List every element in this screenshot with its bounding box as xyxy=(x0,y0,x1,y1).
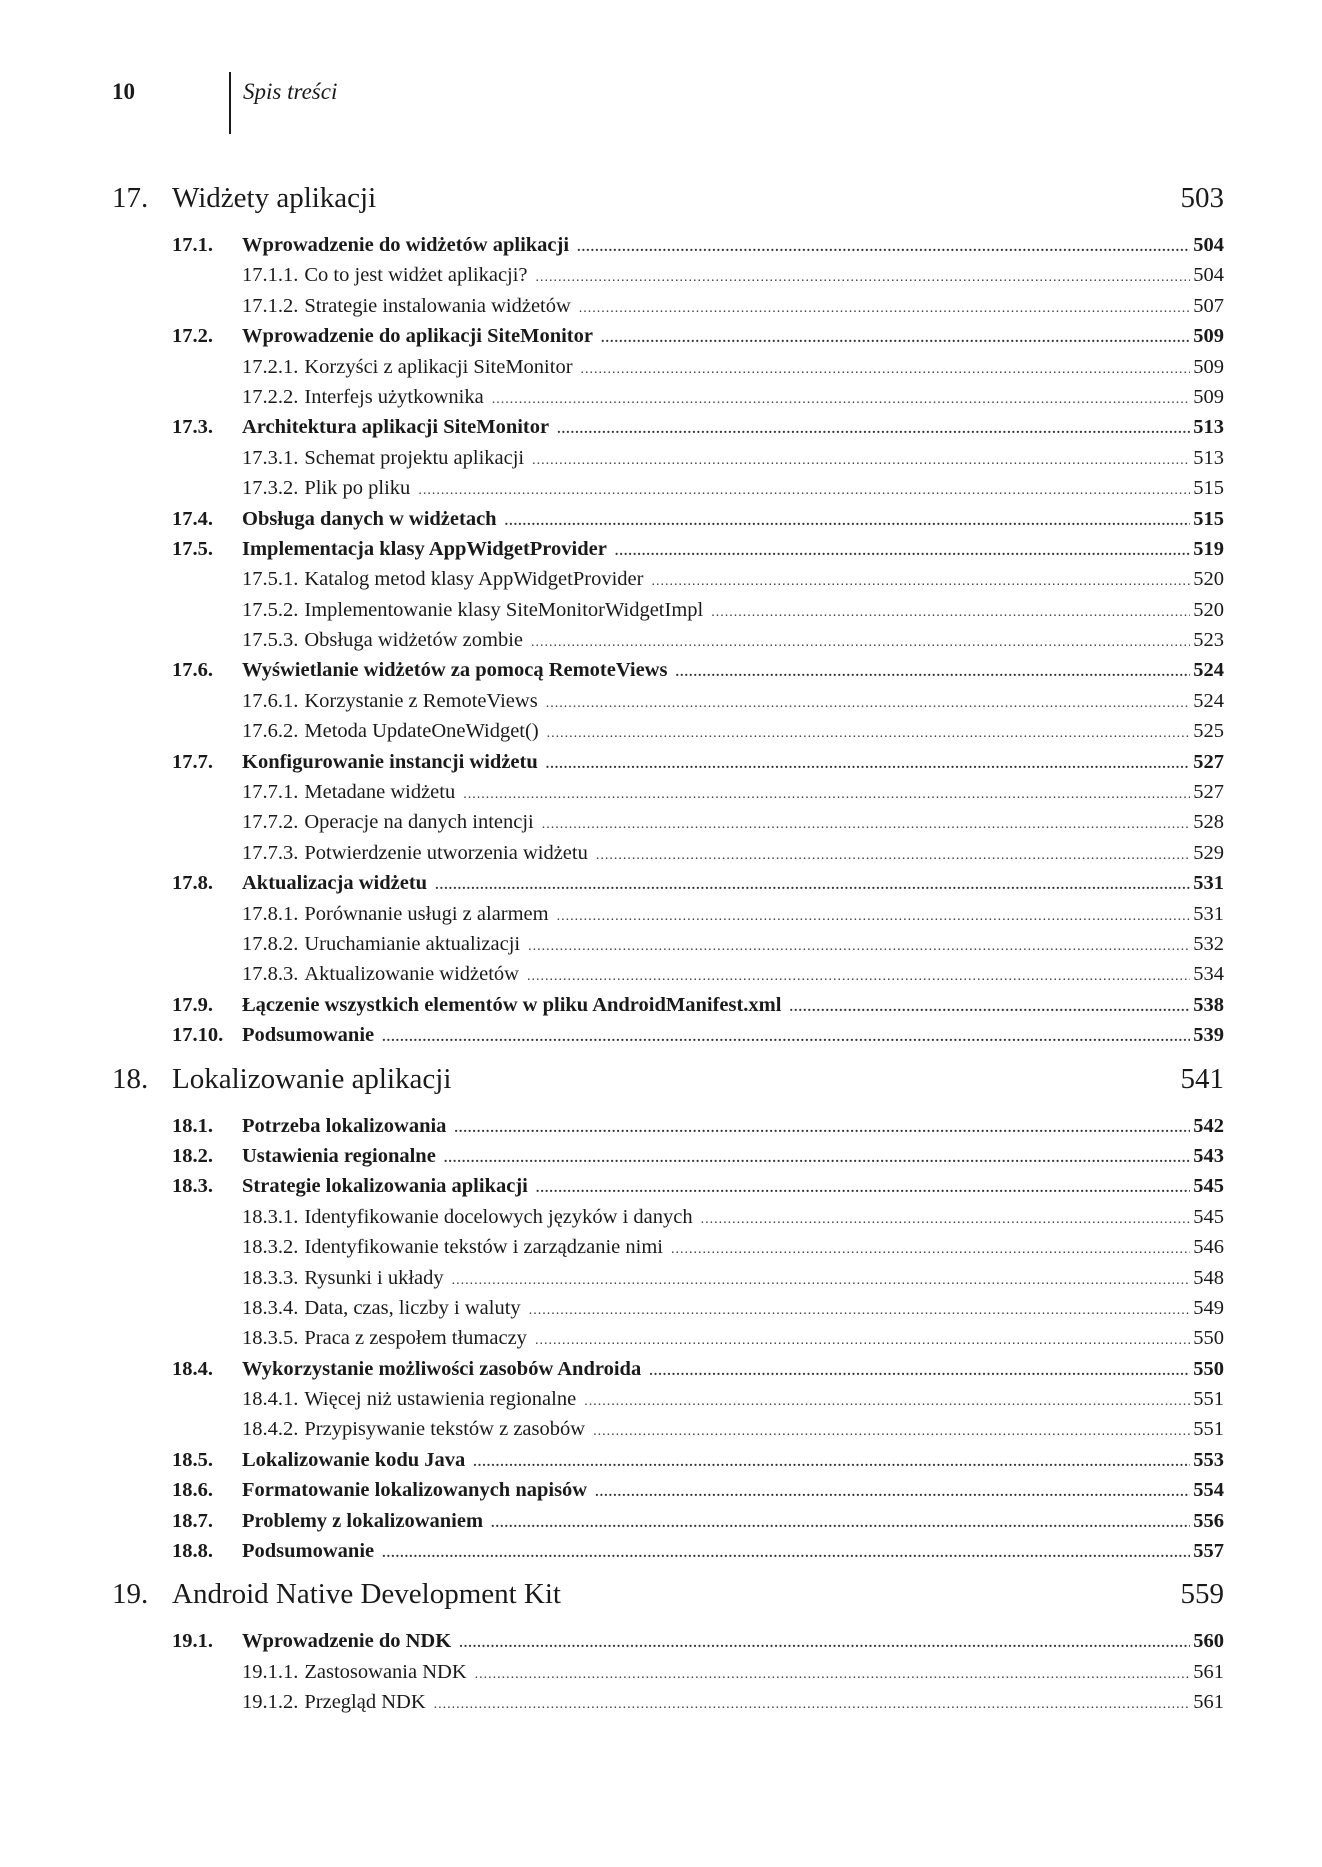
entry-page: 557 xyxy=(1193,1540,1224,1563)
toc-subsection-entry[interactable] xyxy=(112,1202,1224,1232)
dot-leader xyxy=(473,1448,1190,1478)
entry-number: 18.5. xyxy=(172,1448,213,1471)
dot-leader xyxy=(475,1660,1191,1690)
entry-number: 18.4. xyxy=(172,1357,213,1380)
entry-page: 543 xyxy=(1193,1144,1224,1167)
toc-section-entry[interactable] xyxy=(112,504,1224,534)
entry-title: Wprowadzenie do widżetów aplikacji xyxy=(242,234,570,256)
toc-subsection-entry[interactable] xyxy=(112,1323,1224,1353)
entry-number: 17.5. xyxy=(172,537,213,560)
entry-title: Metadane widżetu xyxy=(304,781,456,804)
entry-page: 560 xyxy=(1193,1630,1224,1653)
entry-page: 550 xyxy=(1193,1327,1224,1350)
entry-title: Podsumowanie xyxy=(242,1540,375,1563)
entry-title: Implementacja klasy AppWidgetProvider xyxy=(242,537,607,560)
entry-title: Ustawienia regionalne xyxy=(242,1144,436,1167)
entry-number: 17.5.3. xyxy=(242,629,299,652)
toc-section-entry[interactable] xyxy=(112,1475,1224,1505)
entry-page: 520 xyxy=(1193,598,1224,621)
entry-page: 509 xyxy=(1193,325,1224,348)
entry-page: 513 xyxy=(1193,446,1224,469)
dot-leader xyxy=(444,1144,1190,1174)
entry-number: 17.7. xyxy=(172,750,213,773)
dot-leader xyxy=(711,598,1190,628)
entry-page: 504 xyxy=(1193,264,1224,287)
dot-leader xyxy=(463,780,1190,810)
entry-number: 17.3. xyxy=(172,416,213,439)
chapter-page: 559 xyxy=(1180,1578,1224,1611)
toc-section-entry[interactable] xyxy=(112,230,1224,260)
entry-page: 531 xyxy=(1193,872,1224,895)
entry-page: 519 xyxy=(1193,537,1224,560)
entry-number: 17.1. xyxy=(172,234,213,256)
entry-number: 17.8.2. xyxy=(242,932,299,955)
dot-leader xyxy=(454,1114,1190,1144)
toc-subsection-entry[interactable] xyxy=(112,807,1224,837)
entry-number: 17.8. xyxy=(172,872,213,895)
entry-page: 515 xyxy=(1193,477,1224,500)
dot-leader xyxy=(557,415,1190,445)
entry-number: 18.2. xyxy=(172,1144,213,1167)
toc-subsection-entry[interactable] xyxy=(112,686,1224,716)
chapter-page: 503 xyxy=(1180,182,1224,214)
dot-leader xyxy=(459,1629,1190,1659)
chapter-number: 19. xyxy=(112,1578,149,1611)
toc-subsection-entry[interactable] xyxy=(112,443,1224,473)
entry-number: 17.7.3. xyxy=(242,841,299,864)
toc-subsection-entry[interactable] xyxy=(112,1232,1224,1262)
toc-subsection-entry[interactable] xyxy=(112,929,1224,959)
entry-title: Strategie instalowania widżetów xyxy=(304,294,571,317)
dot-leader xyxy=(547,719,1191,749)
entry-title: Obsługa danych w widżetach xyxy=(242,507,497,530)
dot-leader xyxy=(491,1509,1190,1539)
dot-leader xyxy=(671,1235,1190,1265)
entry-page: 545 xyxy=(1193,1205,1224,1228)
dot-leader xyxy=(542,810,1191,840)
chapter-number: 18. xyxy=(112,1062,149,1095)
dot-leader xyxy=(675,658,1190,688)
entry-page: 538 xyxy=(1193,993,1224,1016)
entry-title: Plik po pliku xyxy=(304,477,411,500)
entry-number: 17.1.1. xyxy=(242,264,299,287)
toc-section-entry[interactable] xyxy=(112,321,1224,351)
toc-section-entry[interactable] xyxy=(112,1506,1224,1536)
entry-number: 17.8.1. xyxy=(242,902,299,925)
dot-leader xyxy=(649,1357,1190,1387)
entry-title: Wprowadzenie do aplikacji SiteMonitor xyxy=(242,325,593,348)
entry-number: 18.4.2. xyxy=(242,1418,299,1441)
entry-number: 17.6.2. xyxy=(242,720,299,743)
entry-number: 18.3. xyxy=(172,1175,213,1198)
chapter-page: 541 xyxy=(1180,1062,1224,1095)
toc-section-entry[interactable] xyxy=(112,1445,1224,1475)
toc-section-entry[interactable] xyxy=(112,1171,1224,1201)
entry-title: Praca z zespołem tłumaczy xyxy=(304,1327,527,1350)
dot-leader xyxy=(596,841,1190,871)
entry-page: 529 xyxy=(1193,841,1224,864)
toc-section-entry[interactable] xyxy=(112,1626,1224,1656)
entry-number: 17.3.1. xyxy=(242,446,299,469)
entry-page: 551 xyxy=(1193,1418,1224,1441)
entry-title: Podsumowanie xyxy=(242,1024,375,1047)
dot-leader xyxy=(536,263,1191,293)
toc-subsection-entry[interactable] xyxy=(112,625,1224,655)
entry-page: 549 xyxy=(1193,1296,1224,1319)
dot-leader xyxy=(382,1539,1190,1569)
chapter-heading[interactable] xyxy=(112,1063,1224,1111)
entry-page: 524 xyxy=(1193,659,1224,682)
entry-title: Aktualizowanie widżetów xyxy=(304,963,519,986)
entry-title: Wyświetlanie widżetów za pomocą RemoteViews xyxy=(242,659,668,682)
toc-section-entry[interactable] xyxy=(112,868,1224,898)
entry-page: 553 xyxy=(1193,1448,1224,1471)
entry-title: Lokalizowanie kodu Java xyxy=(242,1448,466,1471)
entry-number: 17.2.2. xyxy=(242,385,299,408)
toc-section-entry[interactable] xyxy=(112,1020,1224,1050)
entry-page: 556 xyxy=(1193,1509,1224,1532)
dot-leader xyxy=(527,962,1190,992)
dot-leader xyxy=(434,1690,1191,1720)
entry-number: 18.6. xyxy=(172,1479,213,1502)
entry-title: Przegląd NDK xyxy=(304,1691,426,1714)
toc-subsection-entry[interactable] xyxy=(112,1687,1224,1717)
toc-subsection-entry[interactable] xyxy=(112,716,1224,746)
entry-number: 18.3.4. xyxy=(242,1296,299,1319)
toc-subsection-entry[interactable] xyxy=(112,1657,1224,1687)
toc-section-entry[interactable] xyxy=(112,412,1224,442)
entry-page: 507 xyxy=(1193,294,1224,317)
dot-leader xyxy=(435,871,1190,901)
dot-leader xyxy=(528,932,1190,962)
entry-page: 554 xyxy=(1193,1479,1224,1502)
entry-title: Aktualizacja widżetu xyxy=(242,872,428,895)
entry-page: 531 xyxy=(1193,902,1224,925)
entry-title: Zastosowania NDK xyxy=(304,1660,467,1683)
entry-page: 513 xyxy=(1193,416,1224,439)
entry-page: 546 xyxy=(1193,1236,1224,1259)
entry-number: 17.5.1. xyxy=(242,568,299,591)
entry-number: 17.7.2. xyxy=(242,811,299,834)
toc-subsection-entry[interactable] xyxy=(112,777,1224,807)
entry-number: 17.9. xyxy=(172,993,213,1016)
toc-section-entry[interactable] xyxy=(112,1141,1224,1171)
chapter-heading[interactable] xyxy=(112,1578,1224,1626)
dot-leader xyxy=(531,628,1190,658)
entry-page: 527 xyxy=(1193,781,1224,804)
entry-number: 18.1. xyxy=(172,1114,213,1137)
entry-title: Łączenie wszystkich elementów w pliku AndroidManifest.xml xyxy=(242,993,782,1016)
entry-title: Rysunki i układy xyxy=(304,1266,444,1289)
entry-title: Korzyści z aplikacji SiteMonitor xyxy=(304,355,573,378)
dot-leader xyxy=(615,537,1190,567)
entry-title: Formatowanie lokalizowanych napisów xyxy=(242,1479,588,1502)
toc-subsection-entry[interactable] xyxy=(112,838,1224,868)
toc-section-entry[interactable] xyxy=(112,534,1224,564)
entry-number: 18.7. xyxy=(172,1509,213,1532)
entry-title: Więcej niż ustawienia regionalne xyxy=(304,1388,577,1411)
entry-title: Operacje na danych intencji xyxy=(304,811,534,834)
toc-section-entry[interactable] xyxy=(112,747,1224,777)
entry-page: 545 xyxy=(1193,1175,1224,1198)
entry-title: Interfejs użytkownika xyxy=(304,385,484,408)
entry-title: Identyfikowanie tekstów i zarządzanie nimi xyxy=(304,1236,663,1259)
entry-title: Korzystanie z RemoteViews xyxy=(304,689,538,712)
chapter-title: Lokalizowanie aplikacji xyxy=(172,1062,452,1095)
entry-title: Problemy z lokalizowaniem xyxy=(242,1509,484,1532)
dot-leader xyxy=(418,476,1190,506)
toc-subsection-entry[interactable] xyxy=(112,382,1224,412)
toc-subsection-entry[interactable] xyxy=(112,564,1224,594)
dot-leader xyxy=(579,294,1190,324)
dot-leader xyxy=(601,324,1190,354)
toc-section-entry[interactable] xyxy=(112,990,1224,1020)
entry-number: 17.4. xyxy=(172,507,213,530)
dot-leader xyxy=(651,567,1190,597)
dot-leader xyxy=(789,993,1190,1023)
chapter-number: 17. xyxy=(112,182,149,214)
entry-page: 550 xyxy=(1193,1357,1224,1380)
toc-section-entry[interactable] xyxy=(112,655,1224,685)
dot-leader xyxy=(546,750,1191,780)
entry-page: 532 xyxy=(1193,932,1224,955)
entry-page: 515 xyxy=(1193,507,1224,530)
entry-page: 548 xyxy=(1193,1266,1224,1289)
entry-number: 19.1.1. xyxy=(242,1660,299,1683)
dot-leader xyxy=(557,902,1191,932)
entry-number: 17.2. xyxy=(172,325,213,348)
entry-number: 17.8.3. xyxy=(242,963,299,986)
entry-title: Potrzeba lokalizowania xyxy=(242,1114,447,1137)
entry-page: 542 xyxy=(1193,1114,1224,1137)
entry-title: Identyfikowanie docelowych języków i danych xyxy=(304,1205,693,1228)
entry-title: Wykorzystanie możliwości zasobów Androida xyxy=(242,1357,642,1380)
entry-title: Katalog metod klasy AppWidgetProvider xyxy=(304,568,644,591)
entry-number: 17.6.1. xyxy=(242,689,299,712)
entry-number: 17.10. xyxy=(172,1024,224,1047)
dot-leader xyxy=(535,1326,1190,1356)
entry-page: 528 xyxy=(1193,811,1224,834)
entry-page: 524 xyxy=(1193,689,1224,712)
entry-page: 561 xyxy=(1193,1660,1224,1683)
entry-page: 504 xyxy=(1193,234,1224,256)
entry-number: 18.3.1. xyxy=(242,1205,299,1228)
dot-leader xyxy=(505,507,1191,537)
page-header xyxy=(0,0,1322,140)
toc-subsection-entry[interactable] xyxy=(112,899,1224,929)
dot-leader xyxy=(382,1023,1190,1053)
entry-page: 523 xyxy=(1193,629,1224,652)
toc-section-entry[interactable] xyxy=(112,1111,1224,1141)
dot-leader xyxy=(452,1266,1191,1296)
entry-title: Konfigurowanie instancji widżetu xyxy=(242,750,538,773)
entry-title: Przypisywanie tekstów z zasobów xyxy=(304,1418,586,1441)
entry-page: 561 xyxy=(1193,1691,1224,1714)
dot-leader xyxy=(584,1387,1190,1417)
chapter-heading[interactable] xyxy=(112,182,1224,230)
entry-page: 509 xyxy=(1193,385,1224,408)
entry-title: Potwierdzenie utworzenia widżetu xyxy=(304,841,588,864)
entry-number: 18.4.1. xyxy=(242,1388,299,1411)
entry-page: 509 xyxy=(1193,355,1224,378)
entry-title: Uruchamianie aktualizacji xyxy=(304,932,521,955)
entry-title: Implementowanie klasy SiteMonitorWidgetImpl xyxy=(304,598,704,621)
toc-subsection-entry[interactable] xyxy=(112,1293,1224,1323)
entry-number: 17.3.2. xyxy=(242,477,299,500)
toc-subsection-entry[interactable] xyxy=(112,291,1224,321)
entry-title: Obsługa widżetów zombie xyxy=(304,629,523,652)
entry-title: Metoda UpdateOneWidget() xyxy=(304,720,539,743)
entry-title: Architektura aplikacji SiteMonitor xyxy=(242,416,550,439)
entry-number: 17.5.2. xyxy=(242,598,299,621)
entry-title: Strategie lokalizowania aplikacji xyxy=(242,1175,528,1198)
toc-section-entry[interactable] xyxy=(112,1354,1224,1384)
entry-title: Porównanie usługi z alarmem xyxy=(304,902,549,925)
entry-title: Data, czas, liczby i waluty xyxy=(304,1296,521,1319)
page-number: 10 xyxy=(112,79,135,104)
entry-number: 17.1.2. xyxy=(242,294,299,317)
toc-subsection-entry[interactable] xyxy=(112,595,1224,625)
entry-number: 18.8. xyxy=(172,1540,213,1563)
toc-section-entry[interactable] xyxy=(112,1536,1224,1566)
entry-number: 19.1. xyxy=(172,1630,213,1653)
dot-leader xyxy=(532,446,1190,476)
entry-number: 17.2.1. xyxy=(242,355,299,378)
entry-page: 525 xyxy=(1193,720,1224,743)
entry-page: 534 xyxy=(1193,963,1224,986)
entry-title: Co to jest widżet aplikacji? xyxy=(304,264,528,287)
running-title: Spis treści xyxy=(243,79,338,104)
entry-number: 17.7.1. xyxy=(242,781,299,804)
entry-number: 18.3.3. xyxy=(242,1266,299,1289)
entry-page: 527 xyxy=(1193,750,1224,773)
dot-leader xyxy=(492,385,1191,415)
header-divider xyxy=(229,72,231,134)
entry-page: 551 xyxy=(1193,1388,1224,1411)
dot-leader xyxy=(529,1296,1191,1326)
entry-title: Schemat projektu aplikacji xyxy=(304,446,525,469)
toc-subsection-entry[interactable] xyxy=(112,473,1224,503)
dot-leader xyxy=(546,689,1191,719)
entry-page: 539 xyxy=(1193,1024,1224,1047)
toc-subsection-entry[interactable] xyxy=(112,260,1224,290)
entry-title: Wprowadzenie do NDK xyxy=(242,1630,452,1653)
dot-leader xyxy=(595,1478,1190,1508)
entry-number: 19.1.2. xyxy=(242,1691,299,1714)
chapter-title: Android Native Development Kit xyxy=(172,1578,561,1611)
toc-subsection-entry[interactable] xyxy=(112,1414,1224,1444)
entry-number: 18.3.2. xyxy=(242,1236,299,1259)
toc-subsection-entry[interactable] xyxy=(112,352,1224,382)
dot-leader xyxy=(701,1205,1191,1235)
entry-page: 520 xyxy=(1193,568,1224,591)
dot-leader xyxy=(577,233,1190,263)
dot-leader xyxy=(593,1417,1190,1447)
toc-subsection-entry[interactable] xyxy=(112,1384,1224,1414)
table-of-contents xyxy=(112,182,1224,1718)
entry-number: 17.6. xyxy=(172,659,213,682)
chapter-title: Widżety aplikacji xyxy=(172,182,377,214)
entry-number: 18.3.5. xyxy=(242,1327,299,1350)
dot-leader xyxy=(536,1174,1190,1204)
dot-leader xyxy=(581,355,1191,385)
toc-subsection-entry[interactable] xyxy=(112,1263,1224,1293)
toc-subsection-entry[interactable] xyxy=(112,959,1224,989)
